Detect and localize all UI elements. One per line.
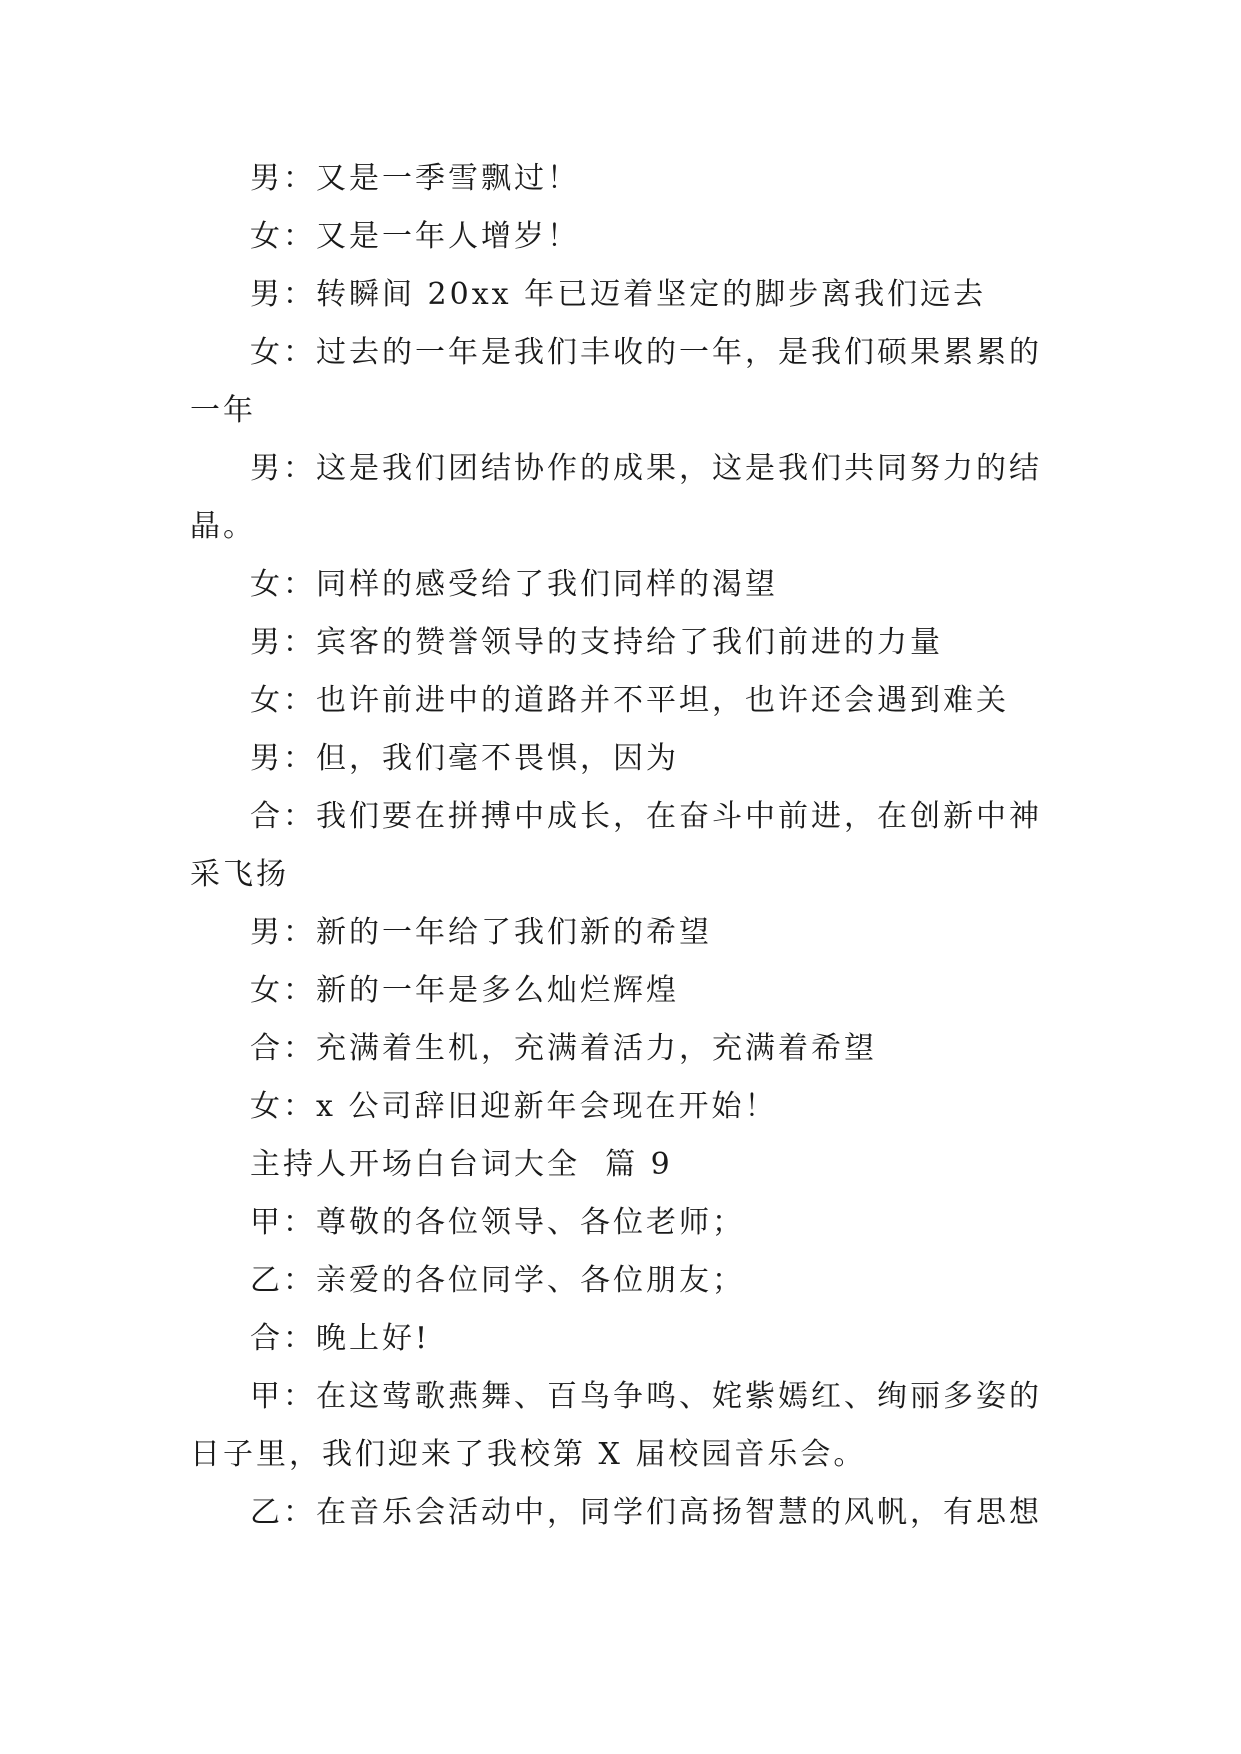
dialogue-line: 甲：尊敬的各位领导、各位老师； [250, 1205, 745, 1240]
dialogue-line: 女：过去的一年是我们丰收的一年，是我们硕果累累的一年 [190, 335, 1042, 428]
dialogue-line: 男：新的一年给了我们新的希望 [250, 915, 712, 950]
dialogue-line: 男：这是我们团结协作的成果，这是我们共同努力的结晶。 [190, 451, 1042, 544]
dialogue-line: 合：我们要在拼搏中成长，在奋斗中前进，在创新中神采飞扬 [190, 799, 1042, 892]
dialogue-line: 女：x 公司辞旧迎新年会现在开始！ [250, 1089, 778, 1124]
dialogue-line: 乙：亲爱的各位同学、各位朋友； [250, 1263, 745, 1298]
dialogue-line: 女：也许前进中的道路并不平坦，也许还会遇到难关 [250, 683, 1009, 718]
document-page [190, 150, 1050, 1542]
dialogue-line: 女：又是一年人增岁！ [250, 219, 580, 254]
dialogue-line: 甲：在这莺歌燕舞、百鸟争鸣、姹紫嫣红、绚丽多姿的日子里，我们迎来了我校第 X 届校园音乐会。 [190, 1379, 1042, 1472]
dialogue-line: 男：宾客的赞誉领导的支持给了我们前进的力量 [250, 625, 943, 660]
dialogue-line: 男：转瞬间 20xx 年已迈着坚定的脚步离我们远去 [250, 277, 987, 312]
dialogue-line: 男：又是一季雪飘过！ [250, 161, 580, 196]
dialogue-line: 男：但，我们毫不畏惧，因为 [250, 741, 679, 776]
dialogue-line: 合：晚上好! [250, 1321, 431, 1356]
dialogue-line: 乙：在音乐会活动中，同学们高扬智慧的风帆，有思想 [250, 1495, 1042, 1530]
section-heading: 主持人开场白台词大全 篇 9 [250, 1147, 673, 1182]
dialogue-line: 合：充满着生机，充满着活力，充满着希望 [250, 1031, 877, 1066]
dialogue-line: 女：同样的感受给了我们同样的渴望 [250, 567, 778, 602]
dialogue-line: 女：新的一年是多么灿烂辉煌 [250, 973, 679, 1008]
